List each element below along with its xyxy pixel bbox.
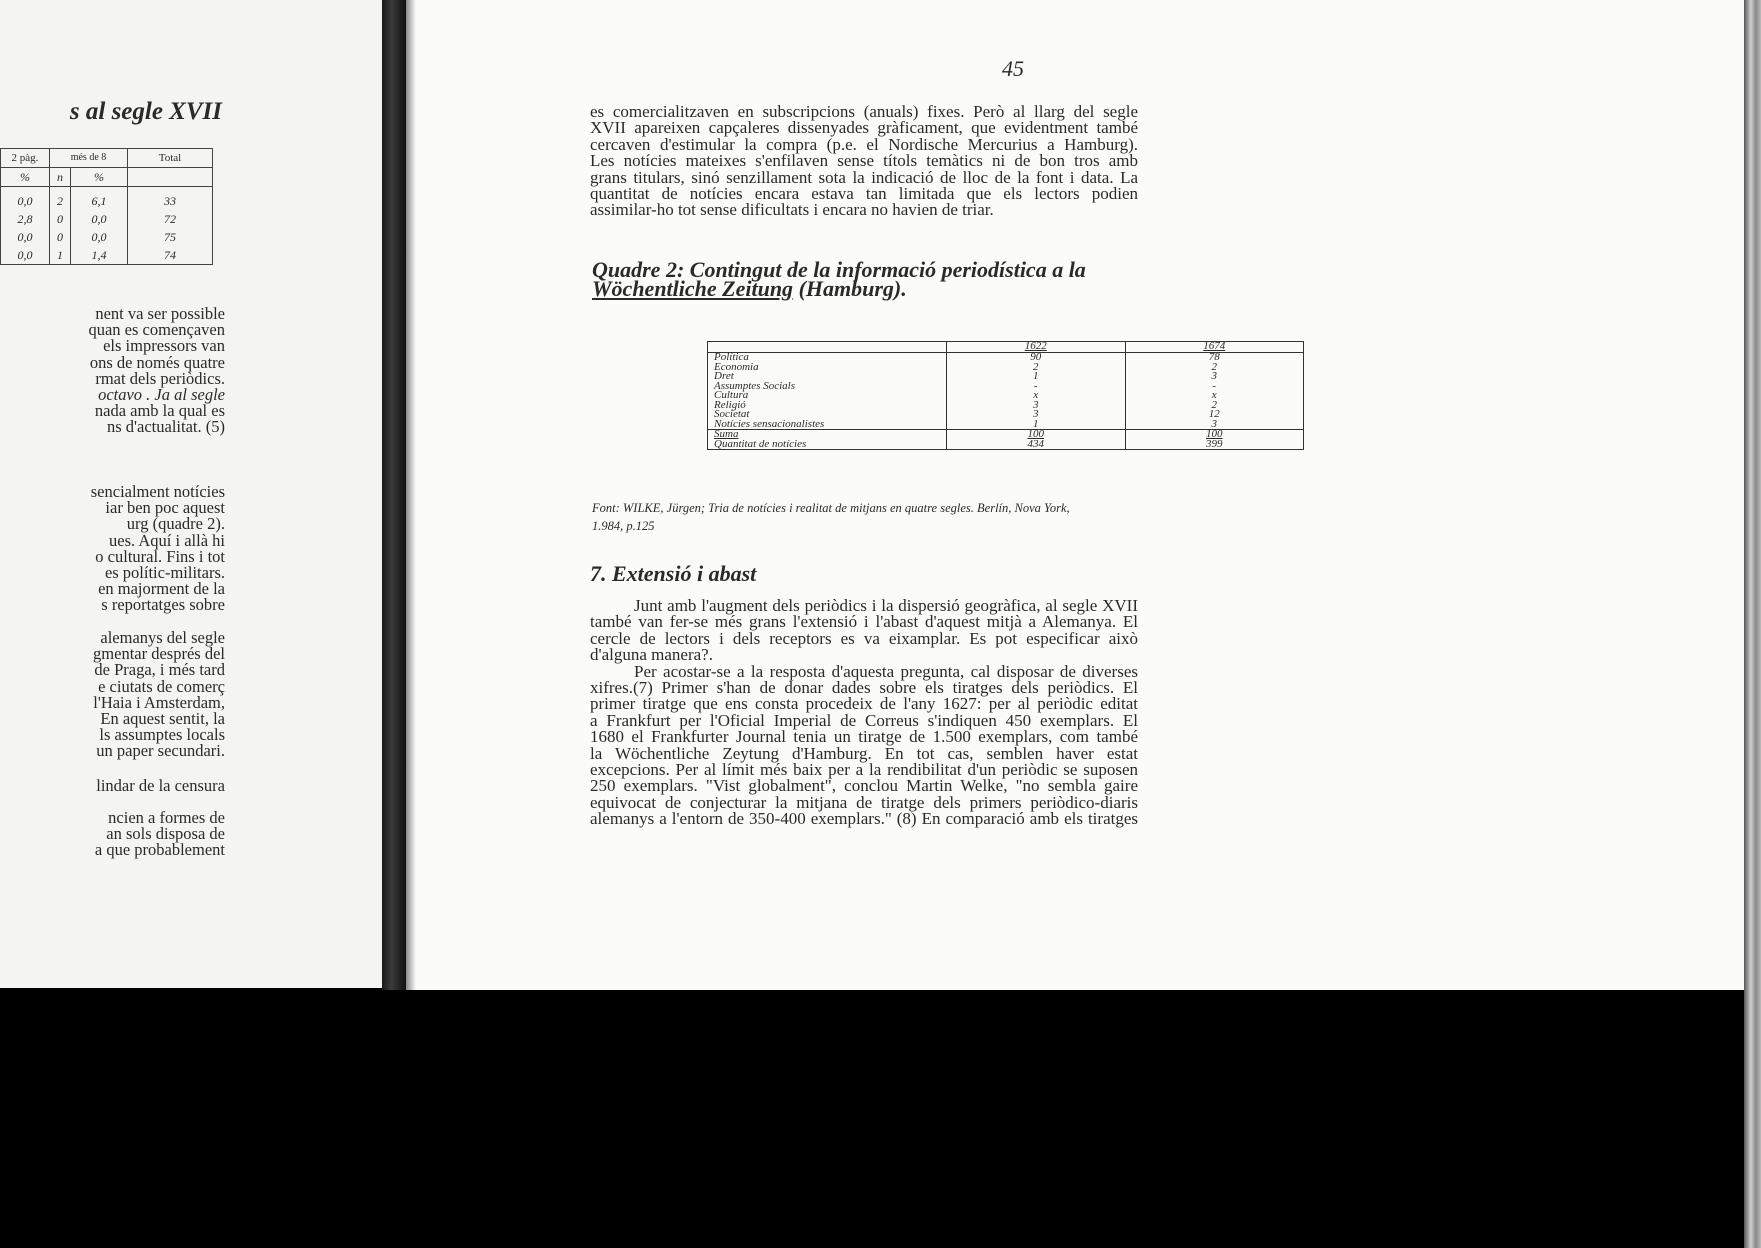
- table-row: Suma Quantitat de notícies 100 434 100 399: [708, 430, 1304, 450]
- left-paragraph: ncien a formes de an sols disposa de a que probablement: [94, 808, 225, 860]
- section-paragraph: Junt amb l'augment dels periòdics i la dispersió geogràfica, al segle XVII també van fer-se més grans l'extensió i l'abast d'aquest mitjà a Alemanya. El cercle de lectors i dels receptors es va eixamplar. Es pot especificar això d'alguna manera?. Per acostar-se a la resposta d'aquesta pregunta, cal disposar de diverses xifres.(7) Primer s'han de donar dades sobre els tiratges dels periòdics. El primer tiratge que ens consta procedeix de l'any 1627: per al periòdic editat a Frankfurt per l'Oficial Imperial de Correus s'indiquen 450 exemplars. El 1680 el Frankfurter Journal tenia un tiratge de 1.500 exemplars, com també la Wöchentliche Zeytung d'Hamburg. En tot cas, semblen haver estat excepcions. Per al límit més baix per a la rendibilitat d'un periòdic se suposen 250 exemplars. "Vist globalment", conclou Martin Welke, "no sembla gaire equivocat de conjecturar la mitjana de tiratge dels primers periòdico-diaris alemanys a l'entorn de 350-400 exemplars." (8) En comparació amb els tiratges: [590, 596, 1138, 829]
- table-header-row: 2 pàg. més de 8 Total: [1, 149, 213, 168]
- left-paragraph: nent va ser possible quan es començaven els impressors van ons de només quatre rmat dels periòdics. octavo . Ja al segle nada amb la qual es ns d'actualitat. (5): [88, 304, 225, 437]
- table-row: 0,0 1 1,4 74: [1, 246, 213, 265]
- page-number: 45: [1002, 56, 1024, 81]
- quadre-title: Quadre 2: Contingut de la informació periodística a la Wöchentliche Zeitung (Hamburg).: [592, 257, 1086, 301]
- source-note: Font: WILKE, Jürgen; Tria de notícies i realitat de mitjans en quatre segles. Berlín, Nova York, 1.984, p.125: [592, 501, 1070, 533]
- intro-paragraph: es comercialitzaven en subscripcions (anuals) fixes. Però al llarg del segle XVII apareixen capçaleres dissenyades gràficament, que evidentment també cercaven d'estimular la compra (p.e. el Nordische Mercurius a Hamburg). Les notícies mateixes s'enfilaven sense títols temàtics ni de bon tros amb grans titulars, sinó senzillament sota la indicació de lloc de la font i data. La quantitat de notícies encara estava tan limitada que els lectors podien assimilar-ho tot sense dificultats i encara no havien de triar.: [590, 102, 1138, 220]
- table-header-row: % n %: [1, 168, 213, 187]
- section-heading: 7. Extensió i abast: [590, 561, 757, 586]
- table-row: 0,0 2 6,1 33: [1, 187, 213, 211]
- table-header-row: 1622 1674: [708, 342, 1304, 353]
- left-page-table: [0, 148, 213, 265]
- left-paragraph: alemanys del segle gmentar després del de Praga, i més tard e ciutats de comerç l'Haia i Amsterdam, En aquest sentit, la ls assumptes locals un paper secundari.: [93, 628, 225, 761]
- table-row: 0,0 0 0,0 75: [1, 228, 213, 246]
- left-paragraph: lindar de la censura: [96, 776, 225, 795]
- book-edge: [1744, 0, 1761, 1248]
- table-row: Política Economia Dret Assumptes Socials Cultura Religió Societat Notícies sensacionalistes 90 2 1 - x 3 3 1 78 2 3 - x 2 12 3: [708, 353, 1304, 430]
- table-row: 2,8 0 0,0 72: [1, 210, 213, 228]
- quadre-table: [707, 341, 1304, 450]
- right-page: [406, 0, 1744, 990]
- left-page: [0, 0, 382, 988]
- left-paragraph: sencialment notícies iar ben poc aquest urg (quadre 2). ues. Aquí i allà hi o cultural. Fins i tot es polític-militars. en majorment de la s reportatges sobre: [90, 482, 225, 615]
- book-gutter: [382, 0, 406, 990]
- left-page-heading: s al segle XVII: [69, 98, 222, 125]
